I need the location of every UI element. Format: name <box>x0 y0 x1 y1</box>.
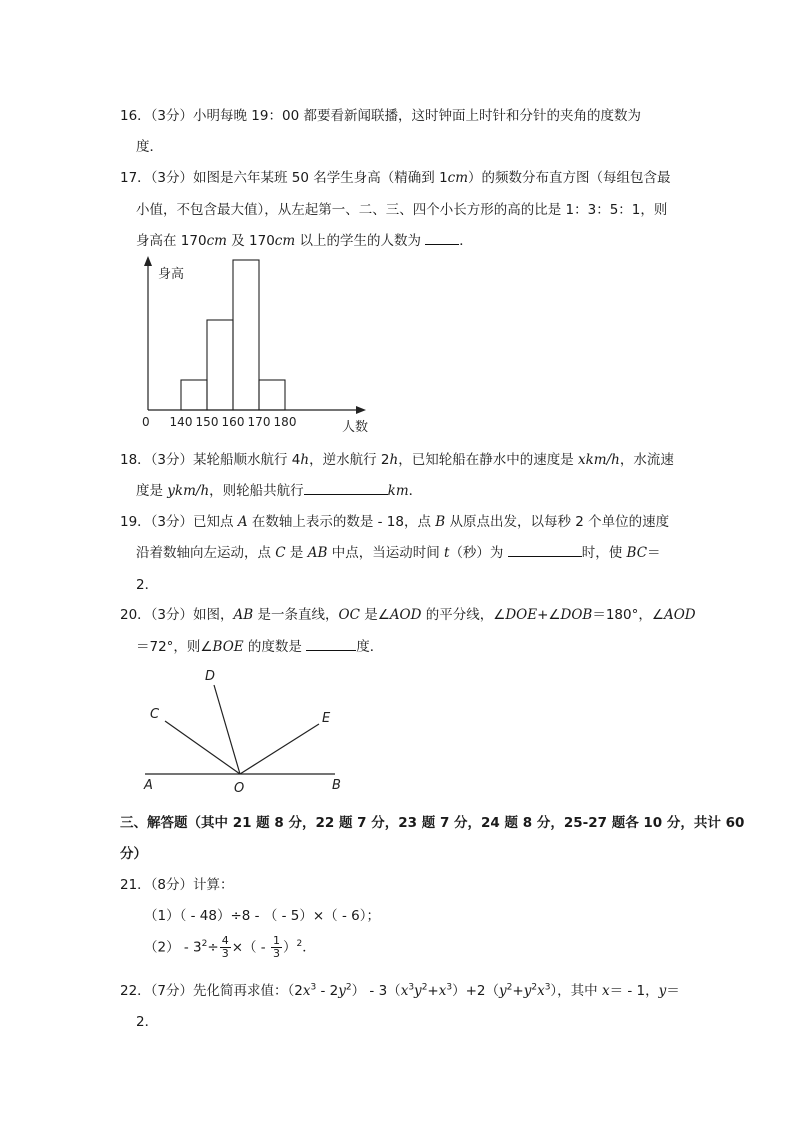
q18-line1: 18．（3分）某轮船顺水航行 4h，逆水航行 2h，已知轮船在静水中的速度是 xkm/h，水流速 <box>120 452 674 468</box>
q17-line2: 小值，不包含最大值），从左起第一、二、三、四个小长方形的高的比是 1：3：5：1，则 <box>136 202 668 218</box>
ray-OC <box>165 721 240 774</box>
q19-answer-blank[interactable] <box>508 542 582 557</box>
x-axis-label: 人数 <box>342 420 369 435</box>
x-tick-label-170: 170 <box>247 415 271 429</box>
q19-line2: 沿着数轴向左运动，点 C 是 AB 中点，当运动时间 t（秒）为 时，使 BC＝ <box>136 541 661 561</box>
q21-title: 21．（8分）计算： <box>120 877 234 893</box>
section3-heading-cont: 分） <box>120 846 147 862</box>
angle-figure <box>135 664 355 794</box>
histogram-chart <box>130 252 380 438</box>
section3-heading: 三、解答题（其中 21 题 8 分，22 题 7 分，23 题 7 分，24 题 8 分，25-27 题各 10 分，共计 60 <box>120 815 745 831</box>
label-B: B <box>332 778 341 793</box>
histogram-bar-160-170 <box>233 260 259 410</box>
q21-part1: （1）（ - 48）÷8 - （ - 5）×（ - 6）； <box>144 908 380 924</box>
q21-part2: $(2) - 3^2\div$ $\frac{4}{3}$ ×（ - $\frac{1}{3}$ ）$^2$． <box>144 934 316 960</box>
q22-line2: 2． <box>136 1014 159 1030</box>
q20-answer-blank[interactable] <box>306 636 356 651</box>
q22-line1: 22．（7分）先化简再求值：$(2x^3 - 2y^2) - 3(x^3y^2+x^3)+2(y^2+y^2x^3)$，其中 x＝ - 1，y＝ <box>120 982 680 999</box>
histogram-bar-170-180 <box>259 380 285 410</box>
y-axis-arrow <box>144 256 152 266</box>
origin-label: 0 <box>142 415 150 429</box>
histogram-bar-150-160 <box>207 320 233 410</box>
q19-line1: 19．（3分）已知点 A 在数轴上表示的数是 - 18，点 B 从原点出发，以每秒 2 个单位的速度 <box>120 514 670 530</box>
fraction-1-3: $\frac{1}{3}$ <box>272 934 280 960</box>
q19-line3: 2． <box>136 577 159 593</box>
label-E: E <box>322 711 331 726</box>
q20-line1: 20．（3分）如图，AB 是一条直线，OC 是∠AOD 的平分线，∠DOE+∠DOB＝180°，∠AOD <box>120 607 696 623</box>
label-A: A <box>144 778 153 793</box>
q17-line3: 身高在 170cm 及 170cm 以上的学生的人数为 ． <box>136 229 473 249</box>
ray-OE <box>240 724 319 774</box>
histogram-bar-140-150 <box>181 380 207 410</box>
q16-line1: 16．（3分）小明每晚 19：00 都要看新闻联播，这时钟面上时针和分针的夹角的度数为 <box>120 108 641 124</box>
q16-line2: 度． <box>136 139 163 155</box>
x-axis-arrow <box>356 406 366 414</box>
x-tick-label-180: 180 <box>273 415 297 429</box>
ray-OD <box>214 685 240 774</box>
q20-line2: ＝72°，则∠BOE 的度数是 度． <box>136 635 383 655</box>
label-C: C <box>150 707 160 722</box>
y-axis-label: 身高 <box>158 267 185 282</box>
fraction-4-3: $\frac{4}{3}$ <box>221 934 229 960</box>
x-tick-label-140: 140 <box>169 415 193 429</box>
q18-line2: 度是 ykm/h，则轮船共航行 km． <box>136 479 422 499</box>
q17-line1: 17．（3分）如图是六年某班 50 名学生身高（精确到 1cm）的频数分布直方图（每组包含最 <box>120 170 671 186</box>
label-D: D <box>205 669 216 684</box>
q17-answer-blank[interactable] <box>425 230 459 245</box>
x-tick-label-160: 160 <box>221 415 245 429</box>
q18-answer-blank[interactable] <box>304 480 388 495</box>
x-tick-label-150: 150 <box>195 415 219 429</box>
label-O: O <box>234 781 245 794</box>
